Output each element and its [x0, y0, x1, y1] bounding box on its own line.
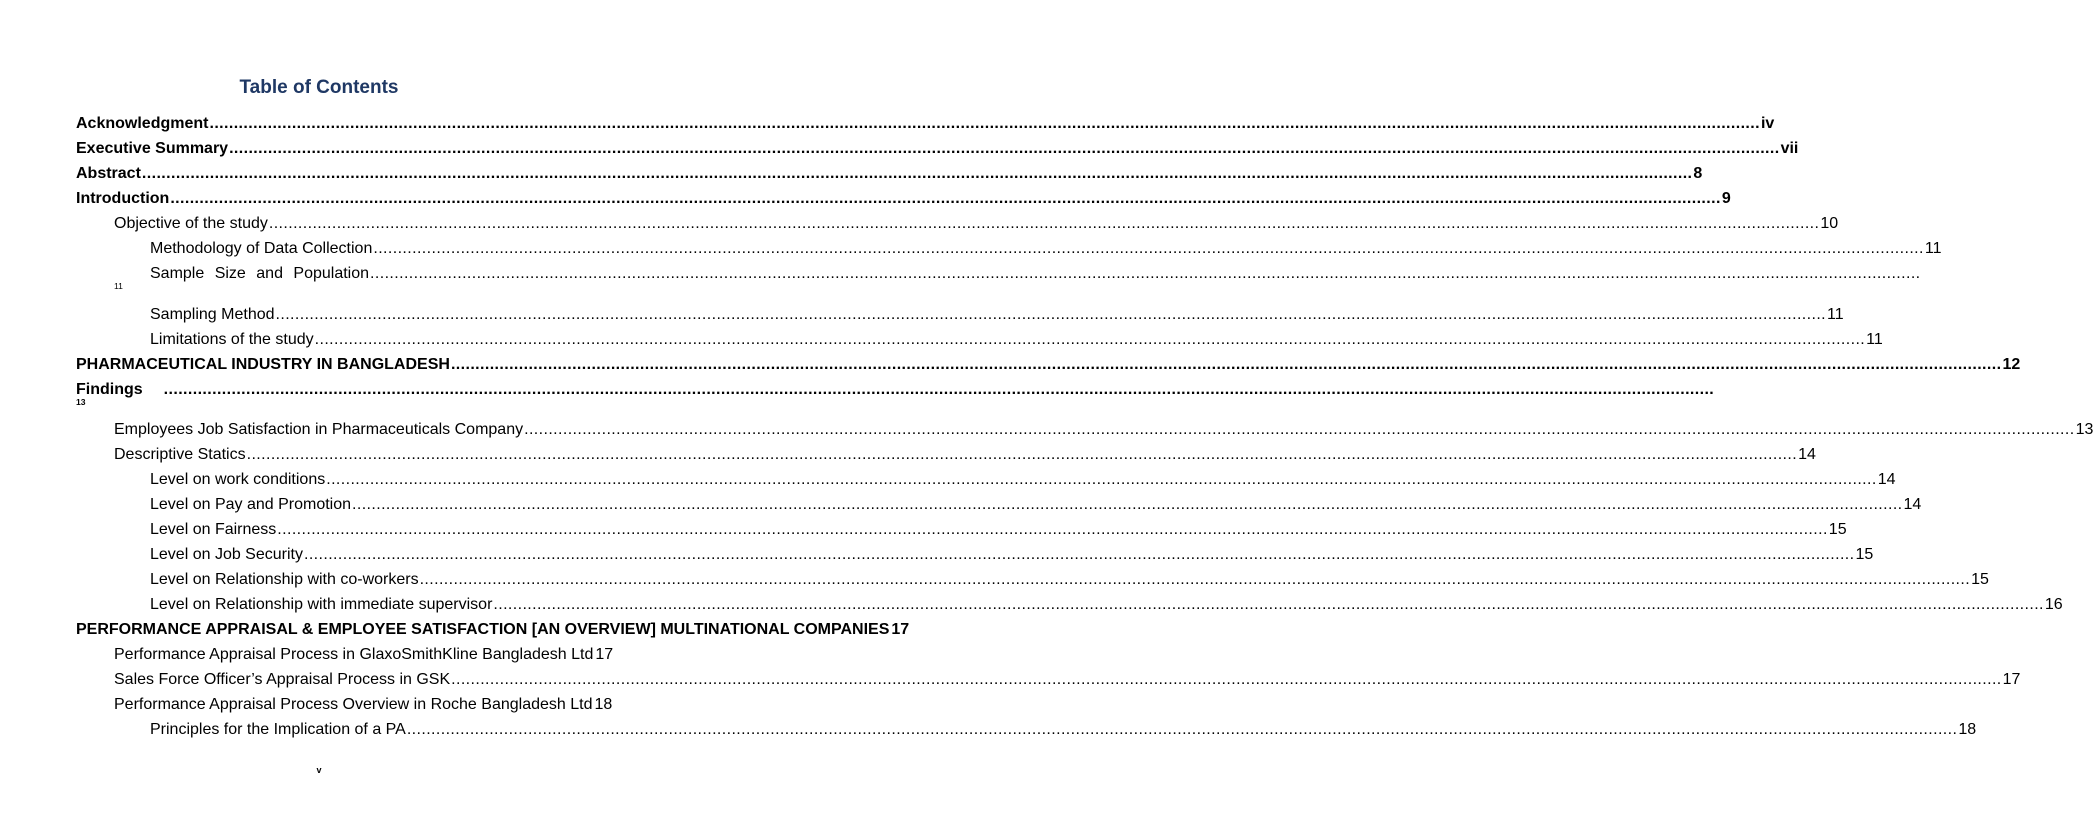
toc-page-number: 11	[1924, 240, 1942, 257]
toc-entry-label: Level on Pay and Promotion	[150, 496, 352, 513]
toc-leader	[315, 331, 1866, 349]
toc-entry-introduction[interactable]	[76, 190, 1731, 208]
toc-entry-co-workers[interactable]	[150, 571, 1989, 589]
toc-page-number: 17	[891, 621, 910, 638]
toc-leader	[373, 240, 1924, 258]
toc-page-number: 10	[1820, 215, 1839, 232]
toc-leader	[142, 165, 1693, 183]
toc-entry-immediate-supervisor[interactable]	[150, 596, 2063, 614]
toc-entry-label: Methodology of Data Collection	[150, 240, 373, 257]
toc-leader	[493, 596, 2044, 614]
toc-page-number: 11	[114, 281, 123, 291]
toc-leader	[209, 115, 1760, 133]
toc-leader	[370, 265, 1921, 283]
toc-leader	[229, 140, 1780, 158]
toc-entry-work-conditions[interactable]	[150, 471, 1896, 489]
toc-entry-label: Sampling Method	[150, 306, 275, 323]
toc-entry-label: Limitations of the study	[150, 331, 314, 348]
toc-entry-executive-summary[interactable]	[76, 140, 1799, 158]
toc-page-number: 14	[1903, 496, 1922, 513]
toc-leader	[247, 446, 1798, 464]
toc-page-number: 11	[1827, 306, 1844, 323]
footer-page-number: v	[316, 765, 322, 775]
toc-entry-sampling-method[interactable]	[150, 306, 1844, 324]
toc-entry-label: Level on Fairness	[150, 521, 277, 538]
toc-entry-label: Acknowledgment	[76, 115, 209, 132]
toc-page-number: 17	[595, 646, 614, 663]
toc-entry-label: Objective of the study	[114, 215, 268, 232]
toc-leader	[326, 471, 1877, 489]
toc-entry-label: Level on work conditions	[150, 471, 326, 488]
toc-leader	[269, 215, 1820, 233]
toc-page-number: iv	[1760, 115, 1775, 132]
toc-entry-objective[interactable]	[114, 215, 1839, 233]
toc-entry-methodology[interactable]	[150, 240, 1942, 258]
toc-entry-label: Level on Relationship with co-workers	[150, 571, 419, 588]
toc-page-number: 16	[2044, 596, 2063, 613]
toc-page-number: 18	[594, 696, 613, 713]
toc-entry-label: PHARMACEUTICAL INDUSTRY IN BANGLADESH	[76, 356, 450, 373]
toc-entry-label: Introduction	[76, 190, 170, 207]
toc-entry-sales-force[interactable]	[114, 671, 2021, 689]
toc-leader	[451, 356, 2002, 374]
toc-leader	[420, 571, 1971, 589]
toc-entry-label: Employees Job Satisfaction in Pharmaceuticals Company	[114, 421, 524, 438]
toc-entry-descriptive-statics[interactable]	[114, 446, 1816, 464]
toc-entry-label: Sales Force Officer’s Appraisal Process in GSK	[114, 671, 451, 688]
toc-page-number: 15	[1971, 571, 1989, 588]
toc-entry-label: Principles for the Implication of a PA	[150, 721, 406, 738]
toc-entry-sample-size[interactable]	[150, 265, 563, 283]
toc-entry-label: Level on Relationship with immediate supervisor	[150, 596, 493, 613]
toc-page-number: 9	[1721, 190, 1731, 207]
page-title: Table of Contents	[239, 77, 399, 98]
toc-leader	[277, 521, 1828, 539]
toc-entry-label: Performance Appraisal Process in GlaxoSmithKline Bangladesh Ltd	[114, 646, 594, 663]
toc-page-number: 17	[2002, 671, 2021, 688]
toc-page-number: 18	[1958, 721, 1977, 738]
toc-entry-label: Descriptive Statics	[114, 446, 246, 463]
toc-entry-label: Sample Size and Population	[150, 265, 370, 282]
toc-entry-label: Performance Appraisal Process Overview in Roche Bangladesh Ltd	[114, 696, 593, 713]
toc-leader	[276, 306, 1827, 324]
toc-leader	[524, 421, 2075, 439]
toc-entry-abstract[interactable]	[76, 165, 1703, 183]
toc-leader	[407, 721, 1958, 739]
toc-page-number: 12	[2002, 356, 2021, 373]
toc-page-number: 14	[1798, 446, 1816, 463]
toc-leader	[352, 496, 1903, 514]
toc-entry-fairness[interactable]	[150, 521, 1847, 539]
toc-page-number: 11	[1866, 331, 1883, 348]
toc-leader	[164, 381, 1715, 399]
toc-entry-pay-promotion[interactable]	[150, 496, 1922, 514]
toc-entry-pharmaceutical-industry[interactable]	[76, 356, 2021, 374]
toc-entry-label: Abstract	[76, 165, 141, 182]
toc-page-number: 14	[1877, 471, 1896, 488]
toc-leader	[451, 671, 2002, 689]
toc-entry-principles[interactable]	[150, 721, 1977, 739]
toc-entry-job-security[interactable]	[150, 546, 1874, 564]
toc-entry-employees-job-satisfaction[interactable]	[114, 421, 2093, 439]
toc-leader	[304, 546, 1855, 564]
toc-page-number: 13	[76, 397, 86, 407]
toc-entry-label: Executive Summary	[76, 140, 229, 157]
toc-entry-limitations[interactable]	[150, 331, 1883, 349]
toc-entry-performance-appraisal[interactable]	[76, 621, 910, 639]
toc-page-number: 8	[1693, 165, 1703, 182]
toc-entry-gsk-appraisal[interactable]	[114, 646, 614, 664]
toc-entry-roche-appraisal[interactable]	[114, 696, 613, 714]
toc-entry-findings[interactable]	[76, 381, 563, 399]
toc-leader	[170, 190, 1721, 208]
toc-entry-label: Level on Job Security	[150, 546, 303, 563]
toc-page-number: vii	[1780, 140, 1799, 157]
toc-entry-acknowledgment[interactable]	[76, 115, 1775, 133]
toc-page-number: 13	[2075, 421, 2093, 438]
toc-page-number: 15	[1855, 546, 1874, 563]
toc-entry-label: PERFORMANCE APPRAISAL & EMPLOYEE SATISFACTION [AN OVERVIEW] MULTINATIONAL COMPANIES	[76, 621, 890, 638]
toc-entry-label: Findings	[76, 381, 143, 398]
toc-page-number: 15	[1828, 521, 1847, 538]
